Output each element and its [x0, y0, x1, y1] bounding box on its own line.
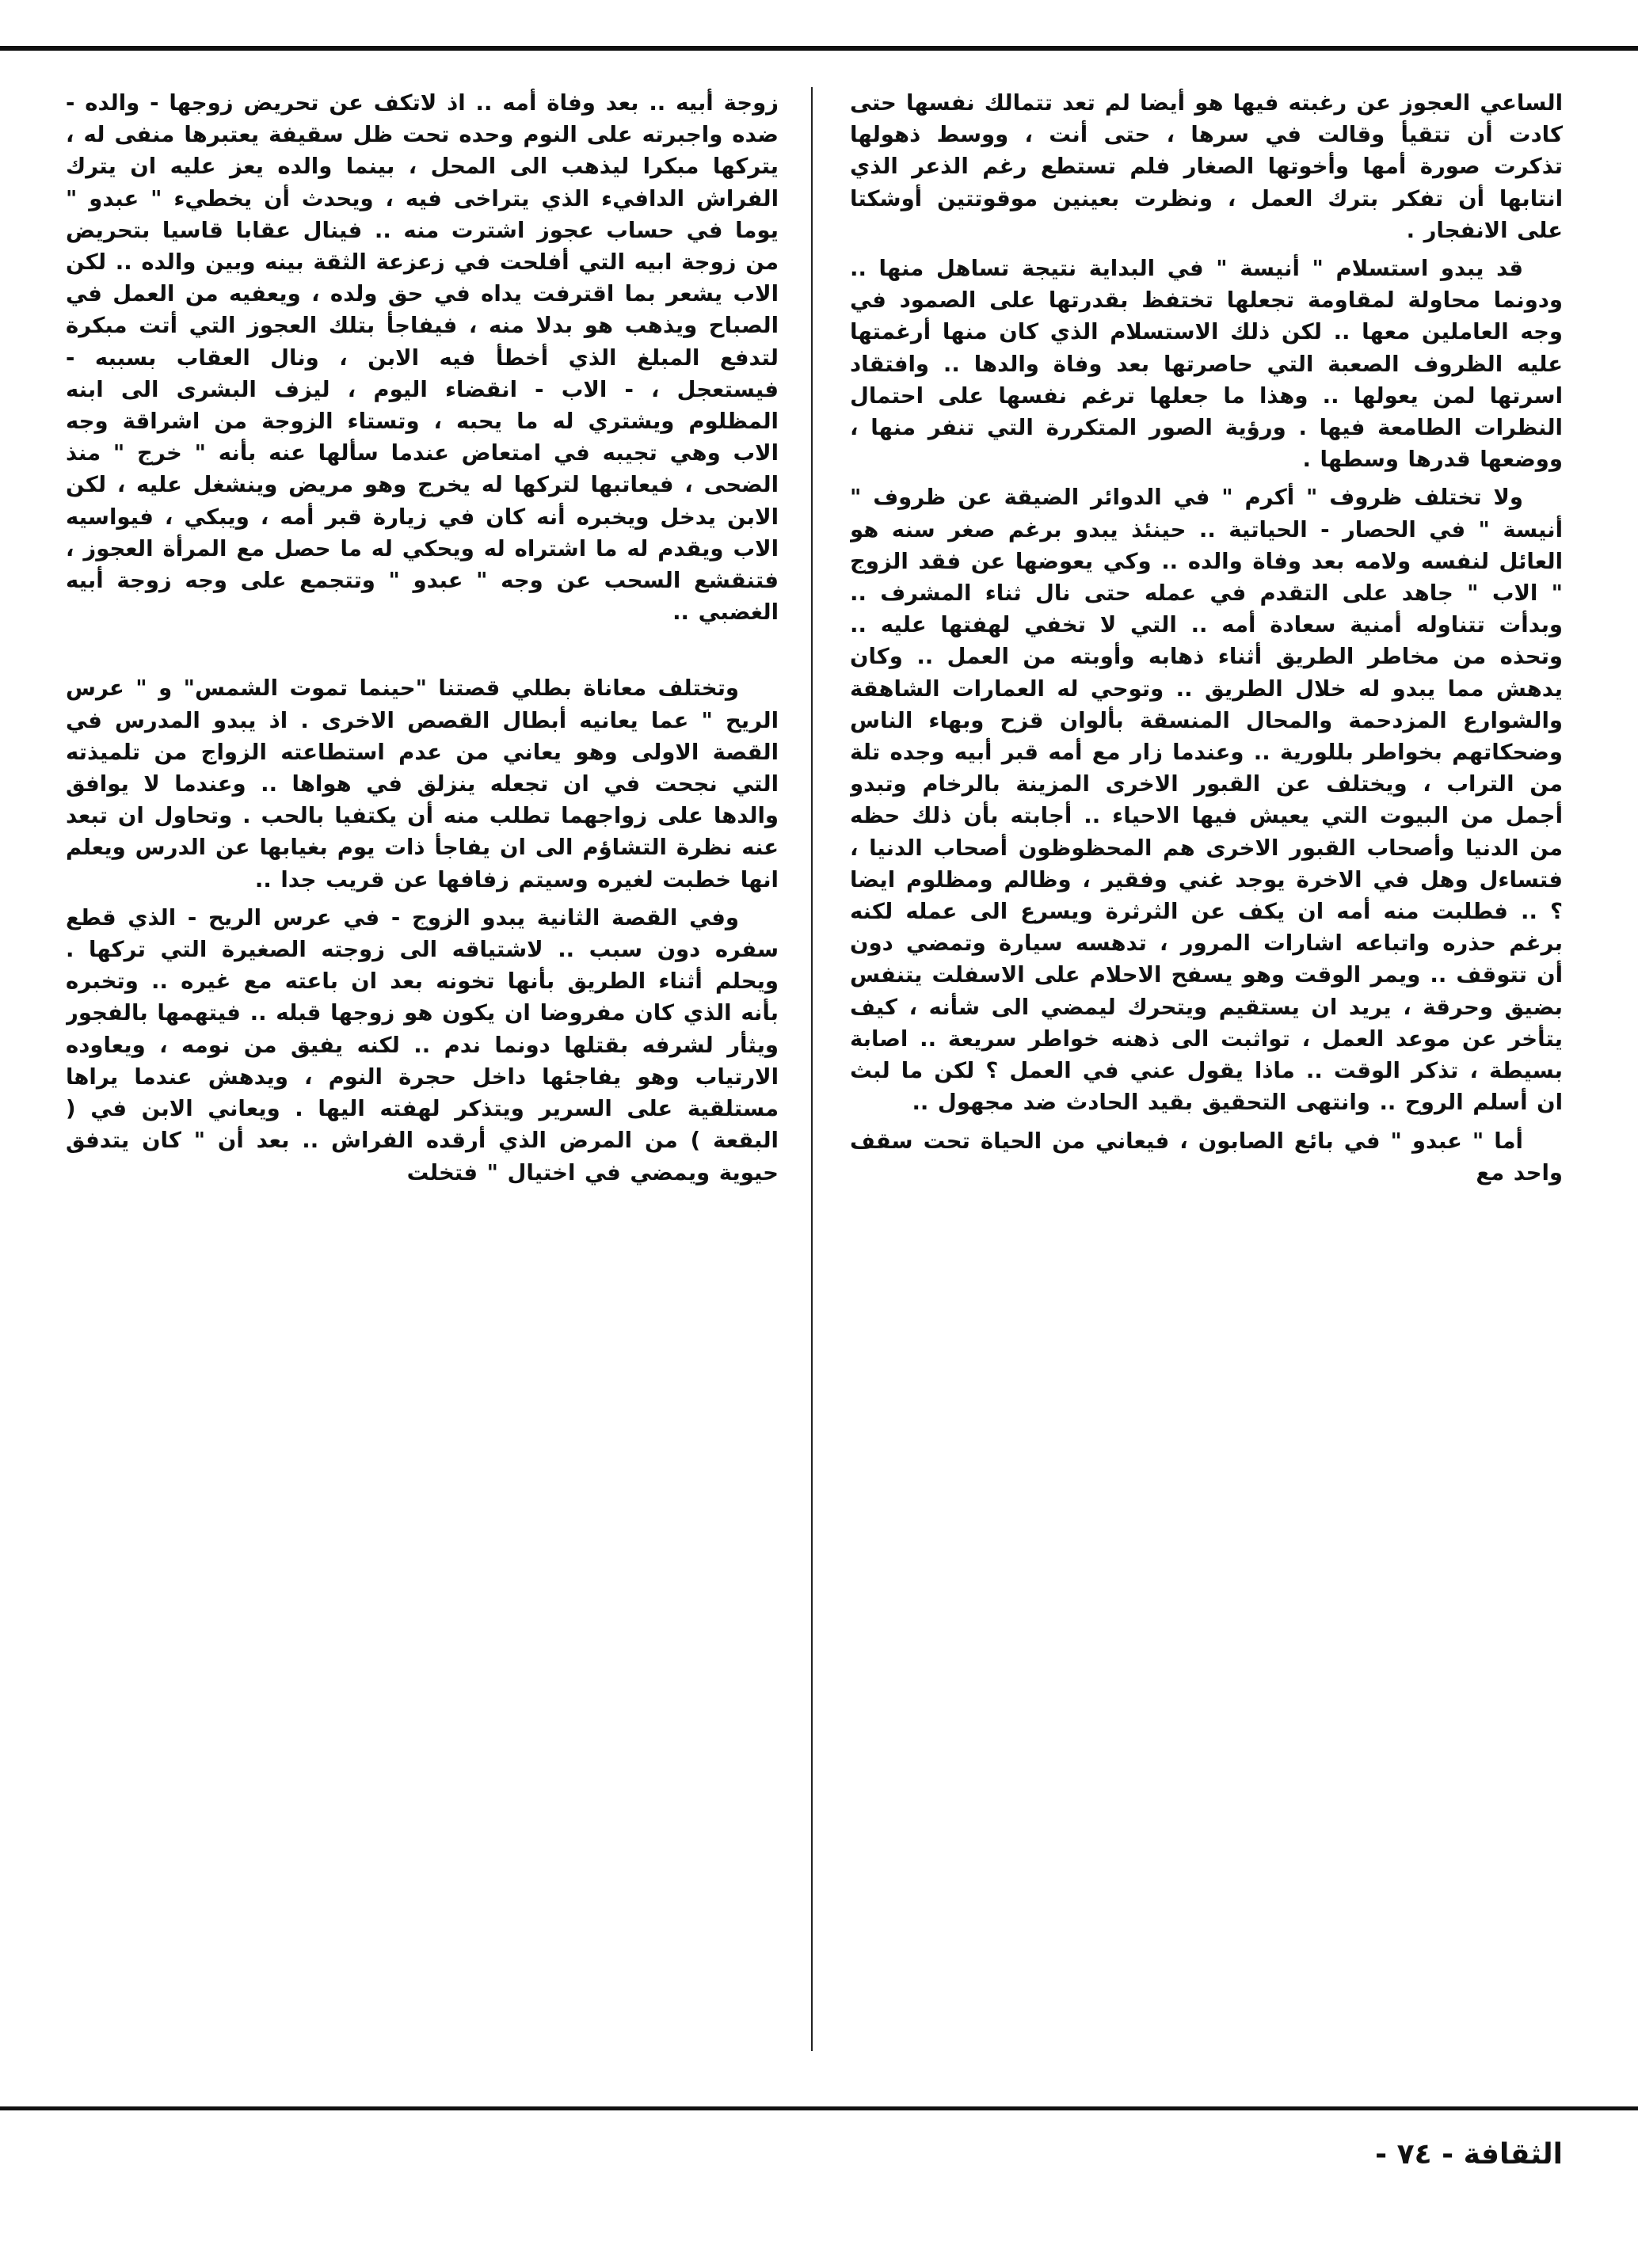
- top-rule: [0, 46, 1638, 51]
- article-column-right: [850, 87, 1563, 2059]
- paragraph: ولا تختلف ظروف " أكرم " في الدوائر الضيقة عن ظروف " أنيسة " في الحصار - الحياتية .. حينئذ يبدو برغم صغر سنه هو العائل لنفسه ولامه بعد وفاة والده .. وكي يعوضها عن فقد الزوج " الاب " جاهد على التقدم في عمله حتى نال ثناء المشرف .. وبدأت تتناوله أمنية سعادة أمه .. التي لا تخفي لهفتها عليه .. وتحذه من مخاطر الطريق أثناء ذهابه وأوبته من العمل .. وكان يدهش مما يبدو له خلال الطريق .. وتوحي له العمارات الشاهقة والشوارع المزدحمة والمحال المنسقة بألوان قزح وبهاء الناس وضحكاتهم بخواطر بللورية .. وعندما زار مع أمه قبر أبيه وجده تلة من التراب ، ويختلف عن القبور الاخرى المزينة بالرخام وتبدو أجمل من البيوت التي يعيش فيها الاحياء .. أجابته بأن ذلك حظه من الدنيا وأصحاب القبور الاخرى هم المحظوظون أصحاب الدنيا ، فتساءل وهل في الاخرة يوجد غني وفقير ، وظالم ومظلوم ايضا ؟ .. فطلبت منه أمه ان يكف عن الثرثرة ويسرع الى عمله لكنه برغم حذره واتباعه اشارات المرور ، تدهسه سيارة وتمضي دون أن تتوقف .. ويمر الوقت وهو يسفح الاحلام على الاسفلت يتنفس بضيق وحرقة ، يريد ان يستقيم ويتحرك ليمضي الى شأنه ، كيف يتأخر عن موعد العمل ، تواثبت الى ذهنه خواطر سريعة .. اصابة بسيطة ، تذكر الوقت .. ماذا يقول عني في العمل ؟ لكن ما لبث ان أسلم الروح .. وانتهى التحقيق بقيد الحادث ضد مجهول ..: [850, 485, 1563, 1116]
- paragraph: قد يبدو استسلام " أنيسة " في البداية نتيجة تساهل منها .. ودونما محاولة لمقاومة تجعلها تختفظ بقدرتها على الصمود في وجه العاملين معها .. لكن ذلك الاستسلام الذي كان منها أرغمتها عليه الظروف الصعبة التي حاصرتها بعد وفاة والدها .. وافتقاد اسرتها لمن يعولها .. وهذا ما جعلها ترغم نفسها على احتمال النظرات الطامعة فيها . ورؤية الصور المتكررة التي تنفر منها ، ووضعها قدرها وسطها .: [850, 256, 1563, 473]
- paragraph: وتختلف معاناة بطلي قصتنا "حينما تموت الشمس" و " عرس الريح " عما يعانيه أبطال القصص الاخرى . اذ يبدو المدرس في القصة الاولى وهو يعاني من عدم استطاعته الزواج من تلميذته التي نجحت في ان تجعله ينزلق في هواها .. وعندما لا يوافق والدها على زواجهما تطلب منه أن يكتفيا بالحب . وتحاول ان تبعد عنه نظرة التشاؤم الى ان يفاجأ ذات يوم بغيابها عن الدرس ويعلم انها خطبت لغيره وسيتم زفافها عن قريب جدا ..: [66, 675, 779, 892]
- bottom-rule: [0, 2106, 1638, 2110]
- paragraph: وفي القصة الثانية يبدو الزوج - في عرس الريح - الذي قطع سفره دون سبب .. لاشتياقه الى زوجته الصغيرة التي تركها . ويحلم أثناء الطريق بأنها تخونه بعد ان باعته مع غيره .. وتخبره بأنه الذي كان مفروضا ان يكون هو زوجها قبله .. فيتهمها بالفجور ويثأر لشرفه بقتلها دونما ندم .. لكنه يفيق من نومه ، ويعاوده الارتياب وهو يفاجئها داخل حجرة النوم ، ويدهش عندما يراها مستلقية على السرير ويتذكر لهفته اليها . ويعاني الابن في ( البقعة ) من المرض الذي أرقده الفراش .. بعد أن " كان يتدفق حيوية ويمضي في اختيال " فتخلت: [66, 904, 779, 1185]
- paragraph-gap: [66, 634, 779, 672]
- column-divider: [811, 87, 813, 2051]
- paragraph: أما " عبدو " في بائع الصابون ، فيعاني من الحياة تحت سقف واحد مع: [850, 1128, 1563, 1185]
- article-column-left: [66, 87, 779, 2059]
- paragraph: زوجة أبيه .. بعد وفاة أمه .. اذ لاتكف عن تحريض زوجها - والده - ضده واجبرته على النوم وحده تحت ظل سقيفة يعتبرها منفى له ، يتركها مبكرا ليذهب الى المحل ، بينما والده يعز عليه ان يترك الفراش الدافيء الذي يتراخى فيه ، ويحدث أن يخطيء " عبدو " يوما في حساب عجوز اشترت منه .. فينال عقابا قاسيا بتحريض من زوجة ابيه التي أفلحت في زعزعة الثقة بينه وبين والده .. لكن الاب يشعر بما اقترفت يداه في حق ولده ، ويعفيه من العمل في الصباح ويذهب هو بدلا منه ، فيفاجأ بتلك العجوز التي أتت مبكرة لتدفع المبلغ الذي أخطأ فيه الابن ، ونال العقاب بسببه - فيستعجل ، - الاب - انقضاء اليوم ، ليزف البشرى الى ابنه المظلوم ويشتري له ما يحبه ، وتستاء الزوجة من اشراقة وجه الاب وهي تجيبه في امتعاض عندما سألها عنه بأنه " خرج " منذ الضحى ، فيعاتبها لتركها له يخرج وهو مريض وينشغل عليه ، لكن الابن يدخل ويخبره أنه كان في زيارة قبر أمه ، ويبكي ، فيواسيه الاب ويقدم له ما اشتراه له ويحكي له ما حصل مع المرأة العجوز ، فتنقشع السحب عن وجه " عبدو " وتتجمع على وجه زوجة أبيه الغضبي ..: [66, 90, 779, 626]
- page-footer: الثقافة - ٧٤ -: [1375, 2138, 1563, 2171]
- paragraph: الساعي العجوز عن رغبته فيها هو أيضا لم تعد تتمالك نفسها حتى كادت أن تتقيأ وقالت في سرها ، حتى أنت ، ووسط ذهولها تذكرت صورة أمها وأخوتها الصغار فلم تستطع رغم الذعر الذي انتابها أن تفكر بترك العمل ، ونظرت بعينين موقوتتين أوشكتا على الانفجار .: [850, 90, 1563, 243]
